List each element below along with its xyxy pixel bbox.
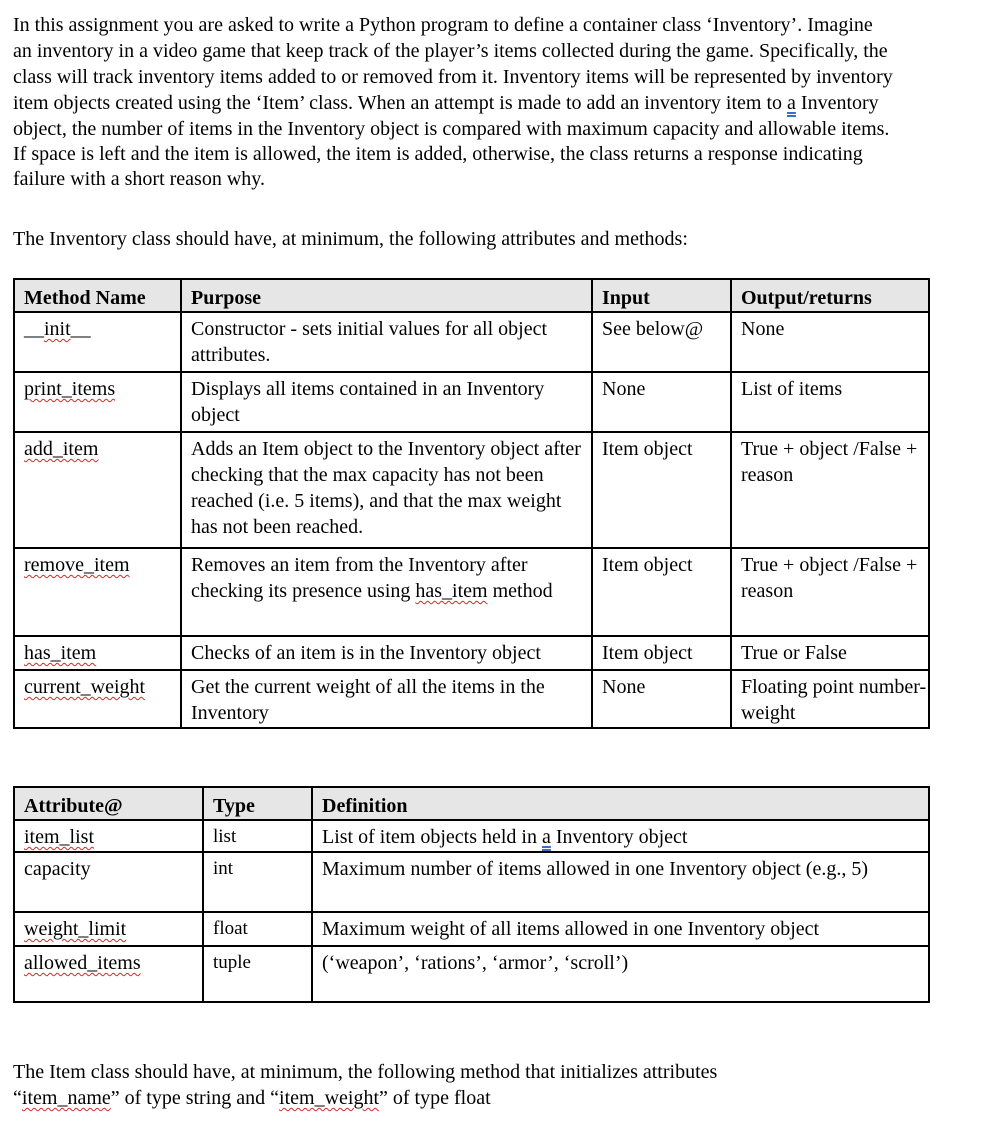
method-input: None [592, 670, 731, 728]
attribute-definition [312, 820, 929, 852]
table-row [14, 670, 929, 728]
intro-paragraph [13, 12, 985, 192]
intro-line-3: class will track inventory items added to or removed from it. Inventory items will be represented by inventory [13, 66, 893, 88]
purpose-method-ref: has_item [415, 580, 488, 602]
methods-table [13, 278, 930, 729]
header-type: Type [203, 787, 312, 820]
definition-text-end: Inventory object [550, 826, 688, 848]
method-name: has_item [24, 642, 97, 664]
method-name: add_item [24, 438, 99, 460]
lead-sentence: The Inventory class should have, at minimum, the following attributes and methods: [13, 228, 688, 250]
method-output: True + object /False + reason [731, 548, 929, 636]
table-row [14, 372, 929, 432]
table-row [14, 312, 929, 372]
attribute-definition: Maximum weight of all items allowed in one Inventory object [312, 912, 929, 946]
method-name-prefix: __ [24, 318, 44, 340]
item-name-attr: item_name [21, 1087, 111, 1109]
method-purpose: Checks of an item is in the Inventory object [181, 636, 592, 670]
attribute-name-cell [14, 946, 203, 1002]
attribute-name-cell [14, 820, 203, 852]
method-name: remove_item [24, 554, 130, 576]
header-method-name: Method Name [14, 279, 181, 312]
intro-line-4-text: item objects created using the ‘Item’ class. When an attempt is made to add an inventory item to [13, 92, 788, 114]
attribute-name: weight_limit [24, 918, 127, 940]
table-row [14, 636, 929, 670]
attributes-table [13, 786, 930, 1003]
attribute-type: float [203, 912, 312, 946]
item-weight-attr: item_weight [279, 1087, 380, 1109]
header-definition: Definition [312, 787, 929, 820]
purpose-text: Removes an item from the Inventory after checking its presence using [191, 554, 528, 602]
method-output: True or False [731, 636, 929, 670]
method-purpose: Constructor - sets initial values for all object attributes. [181, 312, 592, 372]
method-purpose: Get the current weight of all the items in the Inventory [181, 670, 592, 728]
method-output: None [731, 312, 929, 372]
method-name: init [44, 318, 71, 340]
grammar-flag-word: a [541, 826, 551, 848]
method-name-suffix: __ [70, 318, 91, 340]
method-output: List of items [731, 372, 929, 432]
closing-mid-text: ” of type string and “ [110, 1087, 280, 1109]
header-purpose: Purpose [181, 279, 592, 312]
quote-open: “ [13, 1087, 22, 1109]
method-name-cell [14, 372, 181, 432]
method-name-cell [14, 432, 181, 548]
grammar-flag-word: a [787, 92, 796, 114]
intro-line-6: If space is left and the item is allowed, the item is added, otherwise, the class returns a response indicating [13, 143, 863, 165]
intro-line-7: failure with a short reason why. [13, 168, 265, 190]
intro-line-4-end: Inventory [795, 92, 879, 114]
table-row [14, 820, 929, 852]
method-name-cell [14, 636, 181, 670]
method-purpose [181, 548, 592, 636]
table-row [14, 912, 929, 946]
closing-line-1: The Item class should have, at minimum, the following method that initializes attributes [13, 1061, 718, 1083]
attribute-type: tuple [203, 946, 312, 1002]
attributes-header-row [14, 787, 929, 820]
table-row [14, 946, 929, 1002]
closing-line-2 [13, 1085, 985, 1111]
attribute-name: allowed_items [24, 952, 141, 974]
closing-end-text: ” of type float [379, 1087, 491, 1109]
method-name-cell [14, 312, 181, 372]
intro-line-4 [13, 90, 985, 116]
method-input: Item object [592, 432, 731, 548]
table-row [14, 852, 929, 912]
header-input: Input [592, 279, 731, 312]
method-output: True + object /False + reason [731, 432, 929, 548]
table-row [14, 548, 929, 636]
attribute-type: int [203, 852, 312, 912]
methods-header-row [14, 279, 929, 312]
method-purpose: Displays all items contained in an Inventory object [181, 372, 592, 432]
table-row [14, 432, 929, 548]
method-name: print_items [24, 378, 116, 400]
method-input: Item object [592, 548, 731, 636]
method-name-cell [14, 548, 181, 636]
attribute-definition: (‘weapon’, ‘rations’, ‘armor’, ‘scroll’) [312, 946, 929, 1002]
header-output: Output/returns [731, 279, 929, 312]
method-input: See below@ [592, 312, 731, 372]
intro-line-2: an inventory in a video game that keep track of the player’s items collected during the game. Specifically, the [13, 40, 888, 62]
method-output: Floating point number- weight [731, 670, 929, 728]
closing-paragraph [13, 1059, 985, 1111]
attribute-name-cell [14, 852, 203, 912]
header-attribute: Attribute@ [14, 787, 203, 820]
method-purpose: Adds an Item object to the Inventory object after checking that the max capacity has not been reached (i.e. 5 items), and that the max weight has not been reached. [181, 432, 592, 548]
attribute-definition: Maximum number of items allowed in one Inventory object (e.g., 5) [312, 852, 929, 912]
attribute-type: list [203, 820, 312, 852]
method-input: Item object [592, 636, 731, 670]
attribute-name: item_list [24, 826, 94, 848]
attribute-name-cell [14, 912, 203, 946]
intro-line-5: object, the number of items in the Inventory object is compared with maximum capacity and allowable items. [13, 118, 890, 140]
definition-text: List of item objects held in [322, 826, 542, 848]
method-name-cell [14, 670, 181, 728]
method-input: None [592, 372, 731, 432]
attribute-name: capacity [24, 858, 91, 880]
purpose-text-end: method [487, 580, 553, 602]
intro-line-1: In this assignment you are asked to write a Python program to define a container class ‘Inventory’. Imagine [13, 14, 873, 36]
method-name: current_weight [24, 676, 146, 698]
